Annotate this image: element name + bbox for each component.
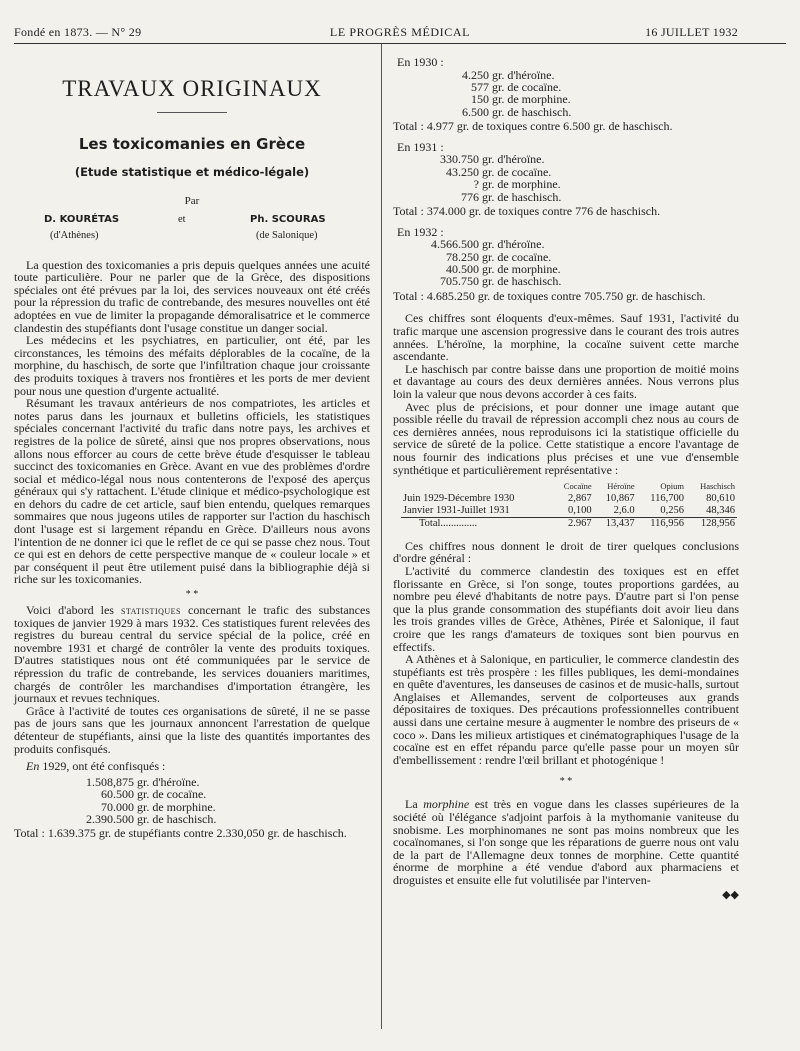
author-and: et [178,213,186,225]
col-header-haschisch: Haschisch [700,481,735,492]
table-row: Juin 1929-Décembre 1930 2,867 10,867 116,700 80,610 [403,492,735,504]
section-title-rule [157,112,227,113]
year-heading-1929: En 1929, ont été confisqués : [26,759,166,774]
paragraph: La morphine est très en vogue dans les classes supérieures de la société où l'élégance s'adjoint parfois à la mythomanie vaniteuse du snobisme. Les morphinomanes ne sont pas moins nombreux que les cocaïnomanes, si l'on songe que les réparations de guerre nous ont valu de la part de l'Allemagne deux tonnes de morphine. Cette quantité énorme de morphine a été vendue d'abord aux pharmaciens et droguistes et ensuite elle fut volutilisée par l'interven- [393,797,740,887]
article-subtitle: (Etude statistique et médico-légale) [74,165,310,179]
authors-block [14,214,370,244]
paragraph: Grâce à l'activité de toutes ces organisations de sûreté, il ne se passe pas de jours sans que les journaux annoncent l'arrestation de quelque détenteur de stupéfiants, ainsi que la liste des quantités importantes des produits confisqués. [14,703,370,756]
paragraph: Ces chiffres sont éloquents d'eux-mêmes. Sauf 1931, l'activité du trafic marque une ascension progressive dans le courant des trois autres années. L'héroïne, la morphine, la cocaïne suivent cette marche ascendante. [393,311,739,364]
list-item: 4.566.500 gr. d'héroïne. [431,237,545,252]
list-item: 1.508,875 gr. d'héroïne. [86,774,200,789]
list-item: 70.000 gr. de morphine. [101,799,216,814]
author-kouretas: D. KOURÉTAS [44,213,120,225]
paragraph: Le haschisch par contre baisse dans une proportion de moitié moins et davantage au cours des deux dernières années. Nous verrons plus loin la valeur que nous devons accorder à ces faits. [393,361,739,401]
list-item: 2.390.500 gr. de haschisch. [86,811,217,826]
right-column [393,56,739,901]
paragraph: La question des toxicomanies a pris depuis quelques années une acuité toute particulière. Pour ne parler que de la Grèce, des dispositions spéciales ont été prévues par la loi, des services nouveaux ont été créés pour la répression du trafic de contrebande, des mesures nouvelles ont été adoptées en vue de limiter la propagande démoralisatrice et le commerce clandestin des stupéfiants dont l'usage constitue un danger social. [14,257,370,335]
list-item: 705.750 gr. de haschisch. [440,274,562,289]
statistics-table [401,480,737,530]
paragraph: Avec plus de précisions, et pour donner une image autant que possible réelle du travail de répression accompli chez nous au cours de ces dernières années, nous reproduisons ici la statistique officielle du service de sûreté de la police. Cette statistique a encore l'avantage de nous fournir des indications plus précises et une vue d'ensemble synthétique et particulièrement représentative : [393,399,739,477]
byline-par: Par [184,195,200,207]
section-title: TRAVAUX ORIGINAUX [62,76,322,101]
table-total-row: Total.............. 2.967 13,437 116,956 128,956 [401,517,737,530]
section-separator-stars: * * [559,776,573,788]
header-date: 16 JUILLET 1932 [645,25,738,39]
total-1930: Total : 4.977 gr. de toxiques contre 6.500 gr. de haschisch. [393,119,673,134]
year-heading-1931: En 1931 : [397,139,444,154]
table-header-row [401,480,737,493]
seizures-list-1930 [393,69,739,119]
author-scouras-affiliation: (de Salonique) [256,229,318,241]
article-title: Les toxicomanies en Grèce [78,135,306,153]
list-item: 330.750 gr. d'héroïne. [440,152,545,167]
list-item: 150 gr. de morphine. [471,92,571,107]
col-header-opium: Opium [660,481,685,492]
paragraph: Ces chiffres nous donnent le droit de tirer quelques conclusions d'ordre général : [393,538,739,566]
seizures-list-1932 [393,238,739,288]
list-item: ? gr. de morphine. [473,177,561,192]
header-journal-title: LE PROGRÈS MÉDICAL [329,25,471,39]
year-heading-1932: En 1932 : [397,224,444,239]
list-item: 60.500 gr. de cocaïne. [101,787,207,802]
seizures-list-1929 [14,776,370,826]
column-divider [381,44,382,1029]
list-item: 78.250 gr. de cocaïne. [446,249,552,264]
seizures-list-1931 [393,153,739,203]
end-mark: ◆◆ [722,888,739,901]
paragraph: L'activité du commerce clandestin des toxiques est en effet florissante en Grèce, si l'on songe, toutes proportions gardées, au nombre peu élevé d'habitants de notre pays. D'autre part si l'on pense que la plus grande consommation des stupéfiants doit avoir lieu dans les trois grandes villes de Grèce, Athènes, Pirée et Salonique, il faut croire que les rangs d'amateurs de toxiques sont bien pourvus en effectifs. [393,563,739,654]
list-item: 43.250 gr. de cocaïne. [446,164,552,179]
year-heading-1930: En 1930 : [397,55,444,69]
total-1929: Total : 1.639.375 gr. de stupéfiants contre 2.330,050 gr. de haschisch. [14,826,347,841]
total-1932: Total : 4.685.250 gr. de toxiques contre 705.750 gr. de haschisch. [393,288,706,303]
paragraph: Voici d'abord les statistiques concernant le trafic des substances toxiques de janvier 1929 à mars 1932. Ces statistiques furent relevées des registres du bureau central du service spécial de la police, créé en novembre 1931 et chargé de contrôler la vente des produits toxiques. D'autres statistiques nous ont été communiquées par le service de répression du trafic de contrebande, les services douaniers maritimes, chargés de contrôler les marchandises d'importation étrangère, les journaux et revues techniques. [14,603,370,706]
list-item: 776 gr. de haschisch. [461,189,562,204]
list-item: 577 gr. de cocaïne. [471,80,562,94]
col-header-cocaine: Cocaïne [563,481,592,492]
total-1931: Total : 374.000 gr. de toxiques contre 776 de haschisch. [393,204,661,219]
list-item: 6.500 gr. de haschisch. [462,104,572,119]
author-kouretas-affiliation: (d'Athènes) [50,229,99,241]
header-founded: Fondé en 1873. — N° 29 [14,25,142,39]
left-column [14,56,370,840]
paragraph: Les médecins et les psychiatres, en particulier, ont été, par les circonstances, les témoins des méfaits déplorables de la cocaïne, de la morphine, du haschisch, de sorte que l'infiltration chaque jour croissante des produits toxiques à travers nos frontières et les ports de mer devient pour nous une question d'urgente actualité. [14,333,370,398]
author-scouras: Ph. SCOURAS [250,213,326,225]
section-separator-stars: * * [185,589,199,601]
list-item: 40.500 gr. de morphine. [446,262,561,277]
paragraph: Résumant les travaux antérieurs de nos compatriotes, les articles et notes parus dans les journaux et bulletins officiels, les statistiques spéciales concernant l'activité du trafic dans notre pays, les archives et registres de la police de sûreté, ainsi que nos propres observations, nous allons nous efforcer au cours de cette brève étude d'esquisser le tableau succinct des toxicomanies en Grèce. Avant en vue des problèmes d'ordre social et médico-légal nous nous contenterons de l'exposé des aperçus généraux qui s'y rattachent. L'étude clinique et médico-psychologique est en dehors du cadre de cet article, sauf bien entendu, quelques remarques sommaires que nous jugeons utiles de rapporter sur l'action du haschisch dont l'usage est si largement répandu en Grèce. D'ailleurs nous avons l'intention de ne donner ici que le reflet de ce qui se passe chez nous. Tout ce qui est en dehors de cette perspective manque de « couleur locale » et par conséquent il peut être utilement puisé dans la bibliographie déjà si riche sur les toxicomanies. [14,396,370,587]
list-item: 4.250 gr. d'héroïne. [462,67,555,82]
header-rule [14,43,786,44]
paragraph: A Athènes et à Salonique, en particulier, le commerce clandestin des stupéfiants est très prospère : les filles publiques, les demi-mondaines en quête d'aventures, les danseuses de casinos et de music-halls, surtout Anglaises et Allemandes, servent de colporteuses aux grands dépositaires de toxiques. Des précautions professionnelles contribuent aussi dans une certaine mesure à augmenter le nombre des priseurs de « coco ». Dans les milieux artistiques et cinématographiques l'usage de la cocaïne est en effet répandu parce qu'elle passe pour un moyen sûr d'embellissement : rendre l'œil brillant et photogénique ! [393,652,739,767]
table-row: Janvier 1931-Juillet 1931 0,100 2,6.0 0,256 48,346 [403,504,735,516]
col-header-heroine: Héroïne [607,481,635,492]
